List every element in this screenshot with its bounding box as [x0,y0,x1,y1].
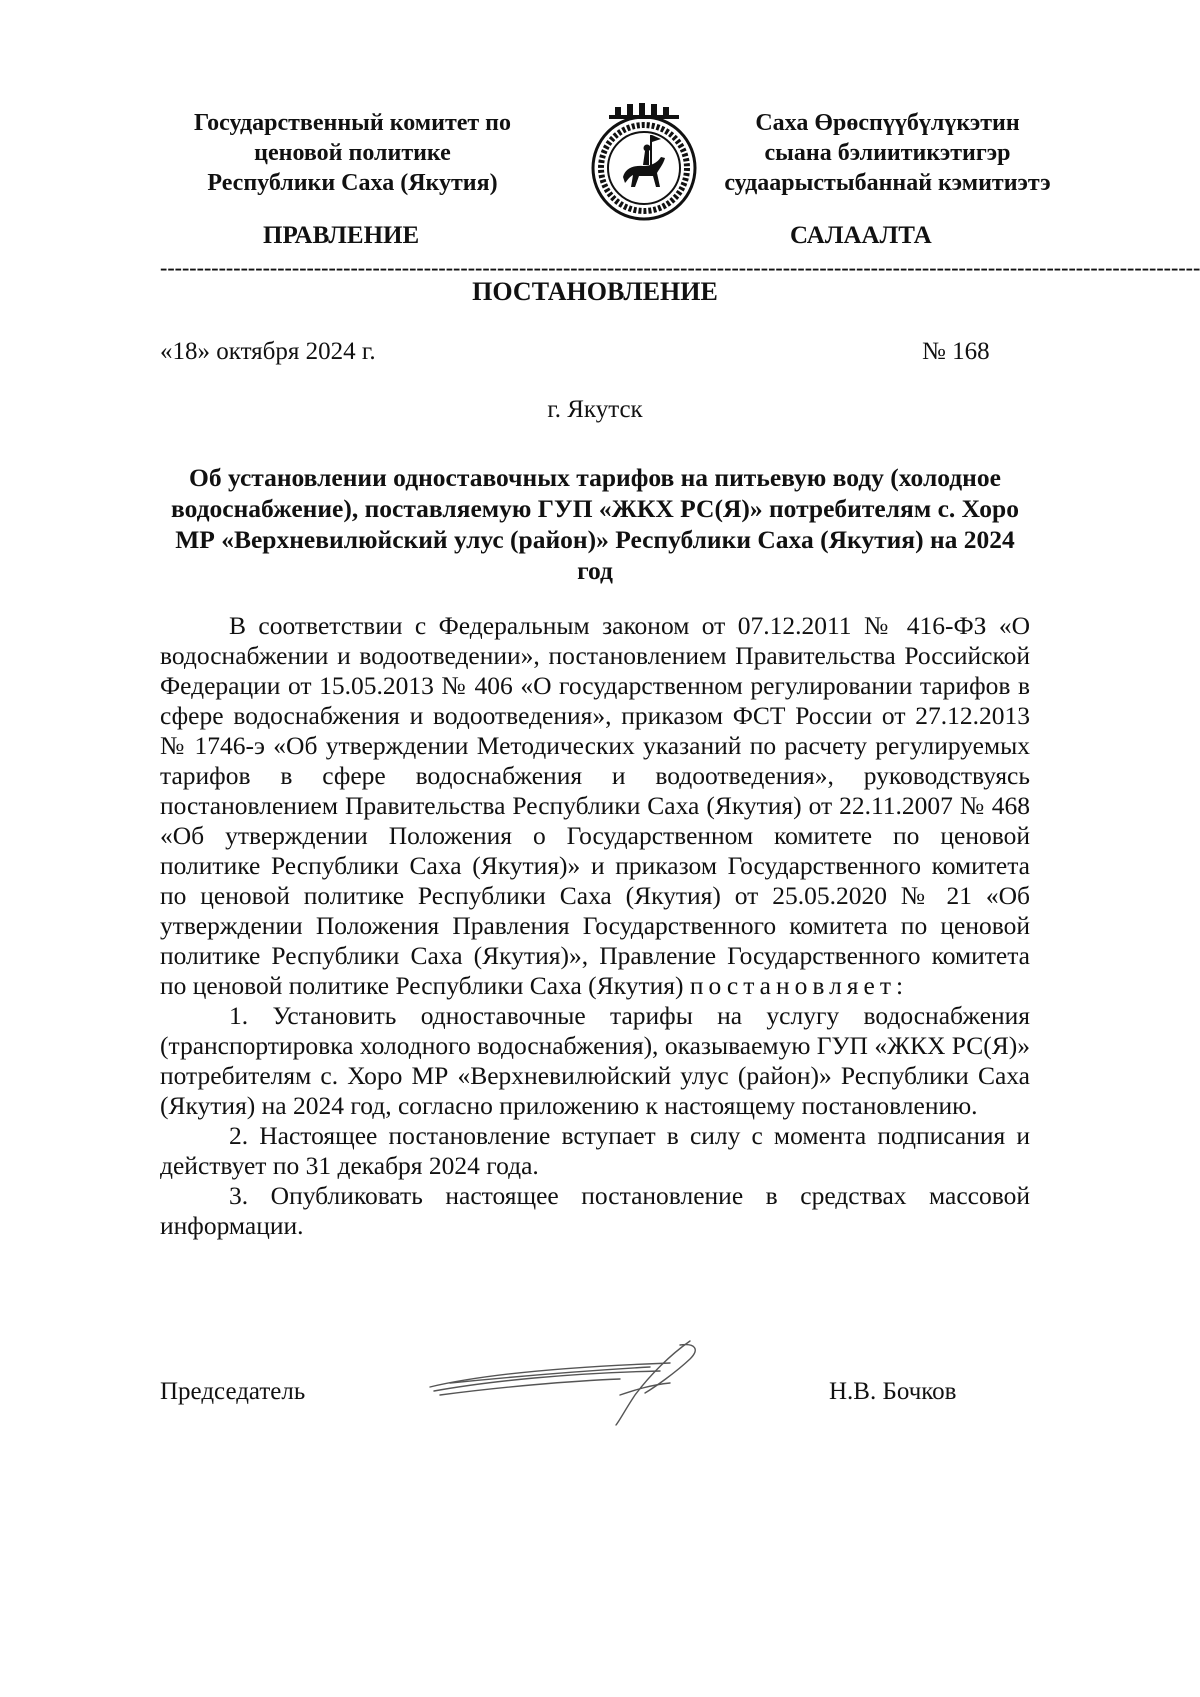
preamble-paragraph [160,611,1030,1001]
header-right-line: судаарыстыбаннай кэмитиэтэ [724,170,1051,196]
resolves-word: постановляет: [689,971,909,1000]
doc-type: ПОСТАНОВЛЕНИЕ [472,277,718,306]
doc-city: г. Якутск [547,396,643,423]
header-left-sub: ПРАВЛЕНИЕ [263,222,420,249]
header-right-line: сыана бэлиитикэтигэр [764,140,1011,166]
dashed-separator: ---------------------------------------------------------------------------------------------------------------------------------------------- [160,255,1200,280]
header-left-line: Государственный комитет по [193,110,512,136]
signature-name: Н.В. Бочков [829,1378,957,1405]
item-paragraph: 2. Настоящее постановление вступает в силу с момента подписания и действует по 31 декабря 2024 года. [160,1121,1030,1180]
preamble-text: В соответствии с Федеральным законом от 07.12.2011 № 416-ФЗ «О водоснабжении и водоотведении», постановлением Правительства Российской Федерации от 15.05.2013 № 406 «О государственном регулировании тарифов в сфере водоснабжения и водоотведения», приказом ФСТ России от 27.12.2013 № 1746-э «Об утверждении Методических указаний по расчету регулируемых тарифов в сфере водоснабжения и водоотведения», руководствуясь постановлением Правительства Республики Саха (Якутия) от 22.11.2007 № 468 «Об утверждении Положения о Государственном комитете по ценовой политике Республики Саха (Якутия)» и приказом Государственного комитета по ценовой политике Республики Саха (Якутия) от 25.05.2020 № 21 «Об утверждении Положения Правления Государственного комитета по ценовой политике Республики Саха (Якутия)», Правление Государственного комитета по ценовой политике Республики Саха (Якутия) [160,611,1030,1000]
doc-number: № 168 [922,338,990,365]
handwritten-signature [420,1335,710,1430]
item-paragraph: 1. Установить одноставочные тарифы на услугу водоснабжения (транспортировка холодного водоснабжения), оказываемую ГУП «ЖКХ РС(Я)» потребителям с. Хоро МР «Верхневилюйский улус (район)» Республики Саха (Якутия) на 2024 год, согласно приложению к настоящему постановлению. [160,1001,1030,1120]
coat-of-arms-emblem [587,103,702,223]
header-left-org [155,108,550,198]
doc-date: «18» октября 2024 г. [160,338,376,365]
header-right-line: Саха Өрөспүүбүлүкэтин [755,110,1020,136]
header-right-org [690,108,1085,198]
header-right-sub: САЛААЛТА [790,222,932,249]
header-left-line: Республики Саха (Якутия) [207,170,498,196]
signature-position: Председатель [160,1378,306,1405]
doc-title: Об установлении одноставочных тарифов на питьевую воду (холодное водоснабжение), поставляемую ГУП «ЖКХ РС(Я)» потребителям с. Хоро МР «Верхневилюйский улус (район)» Республики Саха (Якутия) на 2024 год [171,463,1019,585]
item-paragraph: 3. Опубликовать настоящее постановление в средствах массовой информации. [160,1181,1030,1240]
header-left-line: ценовой политике [254,140,451,166]
doc-body [160,611,1030,1241]
